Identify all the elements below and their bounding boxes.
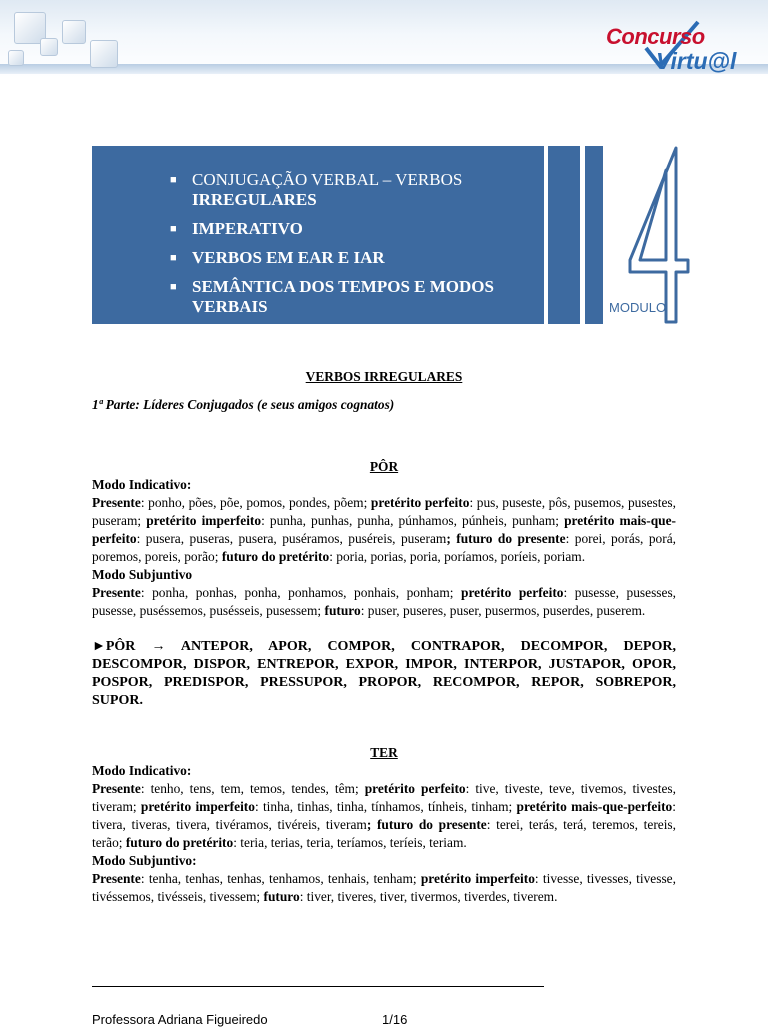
subtitle: 1ª Parte: Líderes Conjugados (e seus amigos cognatos) (92, 397, 395, 412)
conjugation: tiver, tiveres, tiver, tivermos, tiverdes, tiverem. (306, 889, 558, 904)
conjugation: pusera, puseras, pusera, puséramos, puséreis, puseram (145, 531, 447, 546)
tense-label: Presente (92, 871, 141, 886)
verb-heading-por: PÔR (369, 459, 399, 474)
page-number: 1/16 (382, 1012, 408, 1027)
ter-subjuntivo-paragraph: Presente: tenha, tenhas, tenhas, tenhamos, tenhais, tenham; pretérito imperfeito: tivesse, tivesses, tivesse, tivéssemos, tivésseis, tivessem; futuro: tiver, tiveres, tiver, tivermos, tiverdes, tiverem. (92, 871, 676, 904)
tense-label: Presente (92, 585, 141, 600)
tense-label: futuro (263, 889, 300, 904)
bullet-icon: ■ (170, 281, 177, 293)
concurso-virtual-logo (600, 18, 760, 78)
conjugation: pusesse, pusesses, pusesse, puséssemos, pusésseis, pusessem; (92, 585, 677, 618)
decor-square (90, 40, 118, 68)
verb-heading-ter: TER (370, 745, 398, 760)
panel-stripe (548, 146, 580, 324)
mode-label: Modo Indicativo: (92, 477, 192, 492)
footer-rule (92, 986, 544, 987)
conjugation: tive, tiveste, teve, tivemos, tivestes, tiveram; (92, 781, 676, 814)
tense-label: pretérito perfeito (370, 495, 470, 510)
decor-square (40, 38, 58, 56)
svg-text:4: 4 (658, 240, 659, 241)
topic-item (170, 170, 530, 210)
footer-author: Professora Adriana Figueiredo (92, 1012, 268, 1027)
conjugation: tenha, tenhas, tenhas, tenhamos, tenhais, tenham; (148, 871, 417, 886)
tense-label: pretérito imperfeito (420, 871, 535, 886)
tense-label: pretérito perfeito (364, 781, 466, 796)
topic-item (170, 248, 530, 268)
conjugation: tinha, tinhas, tinha, tínhamos, tínheis, tinham; (262, 799, 513, 814)
tense-label: pretérito imperfeito (146, 513, 262, 528)
tense-label: futuro do pretérito (125, 835, 234, 850)
section-title: VERBOS IRREGULARES (305, 369, 463, 384)
conjugation: tenho, tens, tem, temos, tendes, têm; (150, 781, 359, 796)
conjugation: pus, puseste, pôs, pusemos, pusestes, puseram; (92, 495, 676, 528)
topic-text: IMPERATIVO (192, 219, 303, 238)
decor-square (8, 50, 24, 66)
tense-label: futuro do pretérito (221, 549, 330, 564)
tense-label: pretérito mais-que-perfeito (92, 513, 677, 546)
bullet-icon: ■ (170, 252, 177, 264)
topic-text: SEMÂNTICA DOS TEMPOS E MODOS VERBAIS (192, 277, 494, 316)
conjugation: tivera, tiveras, tivera, tivéramos, tivéreis, tiveram (92, 817, 367, 832)
bullet-icon: ■ (170, 174, 177, 186)
ter-indicativo-paragraph: Presente: tenho, tens, tem, temos, tendes, têm; pretérito perfeito: tive, tiveste, teve, tivemos, tivestes, tiveram; pretérito imperfeito: tinha, tinhas, tinha, tínhamos, tínheis, tinham; pretérito mais-que-perfeito: tivera, tiveras, tivera, tivéramos, tivéreis, tiveram; futuro do presente: terei, terás, terá, teremos, tereis, terão; futuro do pretérito: teria, terias, teria, teríamos, teríeis, teriam. (92, 781, 676, 850)
conjugation: teria, terias, teria, teríamos, teríeis, teriam. (240, 835, 467, 850)
tense-label: Presente (92, 495, 141, 510)
conjugation: porei, porás, porá, poremos, poreis, porão; (92, 531, 676, 564)
tense-label: pretérito perfeito (461, 585, 564, 600)
topic-item (170, 277, 530, 317)
mode-label: Modo Subjuntivo (92, 567, 193, 582)
topic-text: IRREGULARES (192, 190, 317, 209)
module-label: MODULO (609, 300, 667, 315)
conjugation: ponha, ponhas, ponha, ponhamos, ponhais, ponham; (152, 585, 454, 600)
logo-text-concurso: Concurso (606, 24, 705, 49)
document-body (92, 368, 676, 906)
logo-text-virtual: Virtu@l (656, 48, 737, 74)
tense-label: pretérito mais-que-perfeito (516, 799, 673, 814)
tense-label: Presente (92, 781, 141, 796)
tense-label: futuro do presente (376, 817, 487, 832)
module-topics (170, 170, 530, 326)
conjugation: punha, punhas, punha, púnhamos, púnheis, punham; (269, 513, 559, 528)
conjugation: terei, terás, terá, teremos, tereis, terão; (92, 817, 676, 850)
por-subjuntivo-paragraph: Presente: ponha, ponhas, ponha, ponhamos, ponhais, ponham; pretérito perfeito: pusesse, pusesses, pusesse, puséssemos, pusésseis, pusessem; futuro: puser, puseres, puser, pusermos, puserdes, puserem. (92, 585, 677, 618)
topic-text: CONJUGAÇÃO VERBAL – VERBOS (192, 170, 463, 189)
decor-square (62, 20, 86, 44)
panel-stripe (585, 146, 603, 324)
topic-text: VERBOS EM EAR E IAR (192, 248, 385, 267)
por-indicativo-paragraph: Presente: ponho, pões, põe, pomos, pondes, põem; pretérito perfeito: pus, puseste, pôs, pusemos, pusestes, puseram; pretérito imperfeito: punha, punhas, punha, púnhamos, púnheis, punham; pretérito mais-que-perfeito: pusera, puseras, pusera, puséramos, puséreis, puseram; futuro do presente: porei, porás, porá, poremos, poreis, porão; futuro do pretérito: poria, porias, poria, poríamos, poríeis, poriam. (92, 495, 677, 564)
por-derived-verbs: ►PÔR → ANTEPOR, APOR, COMPOR, CONTRAPOR, DECOMPOR, DEPOR, DESCOMPOR, DISPOR, ENTREPOR, EXPOR, IMPOR, INTERPOR, JUSTAPOR, OPOR, POSPOR, PREDISPOR, PRESSUPOR, PROPOR, RECOMPOR, REPOR, SOBREPOR, SUPOR. (92, 639, 676, 708)
conjugation: puser, puseres, puser, pusermos, puserdes, puserem. (367, 603, 646, 618)
conjugation: ponho, pões, põe, pomos, pondes, põem; (148, 495, 368, 510)
conjugation: poria, porias, poria, poríamos, poríeis, poriam. (336, 549, 586, 564)
tense-label: pretérito imperfeito (140, 799, 255, 814)
bullet-icon: ■ (170, 223, 177, 235)
page-footer (92, 1012, 408, 1027)
mode-label: Modo Subjuntivo: (92, 853, 197, 868)
tense-label: futuro do presente (456, 531, 566, 546)
conjugation: tivesse, tivesses, tivesse, tivéssemos, tivésseis, tivessem; (92, 871, 676, 904)
mode-label: Modo Indicativo: (92, 763, 192, 778)
page-header (0, 0, 768, 78)
tense-label: futuro (324, 603, 361, 618)
topic-item (170, 219, 530, 239)
